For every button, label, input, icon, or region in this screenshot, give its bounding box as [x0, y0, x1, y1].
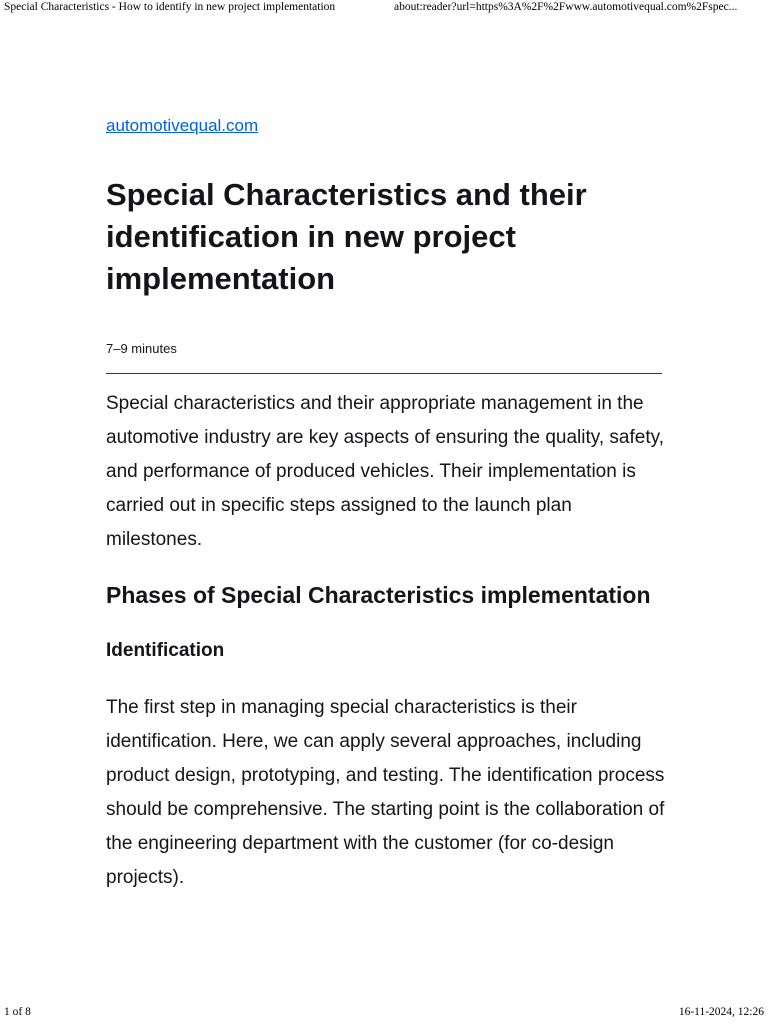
reading-time: 7–9 minutes: [106, 341, 177, 356]
print-date: 16-11-2024, 12:26: [678, 1006, 764, 1018]
print-header-url: about:reader?url=https%3A%2F%2Fwww.automotivequal.com%2Fspec...: [394, 1, 738, 13]
header-divider: [106, 373, 662, 374]
identification-paragraph: The first step in managing special characteristics is their identification. Here, we can apply several approaches, including product design, prototyping, and testing. The identification process should be comprehensive. The starting point is the collaboration of the engineering department with the customer (for co-design projects).: [106, 697, 665, 888]
reader-article: [106, 112, 666, 895]
print-footer: [4, 1006, 764, 1022]
intro-paragraph: Special characteristics and their appropriate management in the automotive industry are key aspects of ensuring the quality, safety, and performance of produced vehicles. Their implementation is carried out in specific steps assigned to the launch plan milestones.: [106, 393, 664, 550]
source-domain-link[interactable]: automotivequal.com: [106, 116, 259, 135]
page-number: 1 of 8: [4, 1006, 31, 1018]
section-heading-phases: Phases of Special Characteristics implementation: [106, 582, 651, 608]
article-title: Special Characteristics and their identification in new project implementation: [106, 177, 587, 296]
print-header: [4, 1, 764, 17]
subsection-heading-identification: Identification: [106, 640, 225, 661]
print-header-title: Special Characteristics - How to identify in new project implementation: [4, 1, 336, 13]
